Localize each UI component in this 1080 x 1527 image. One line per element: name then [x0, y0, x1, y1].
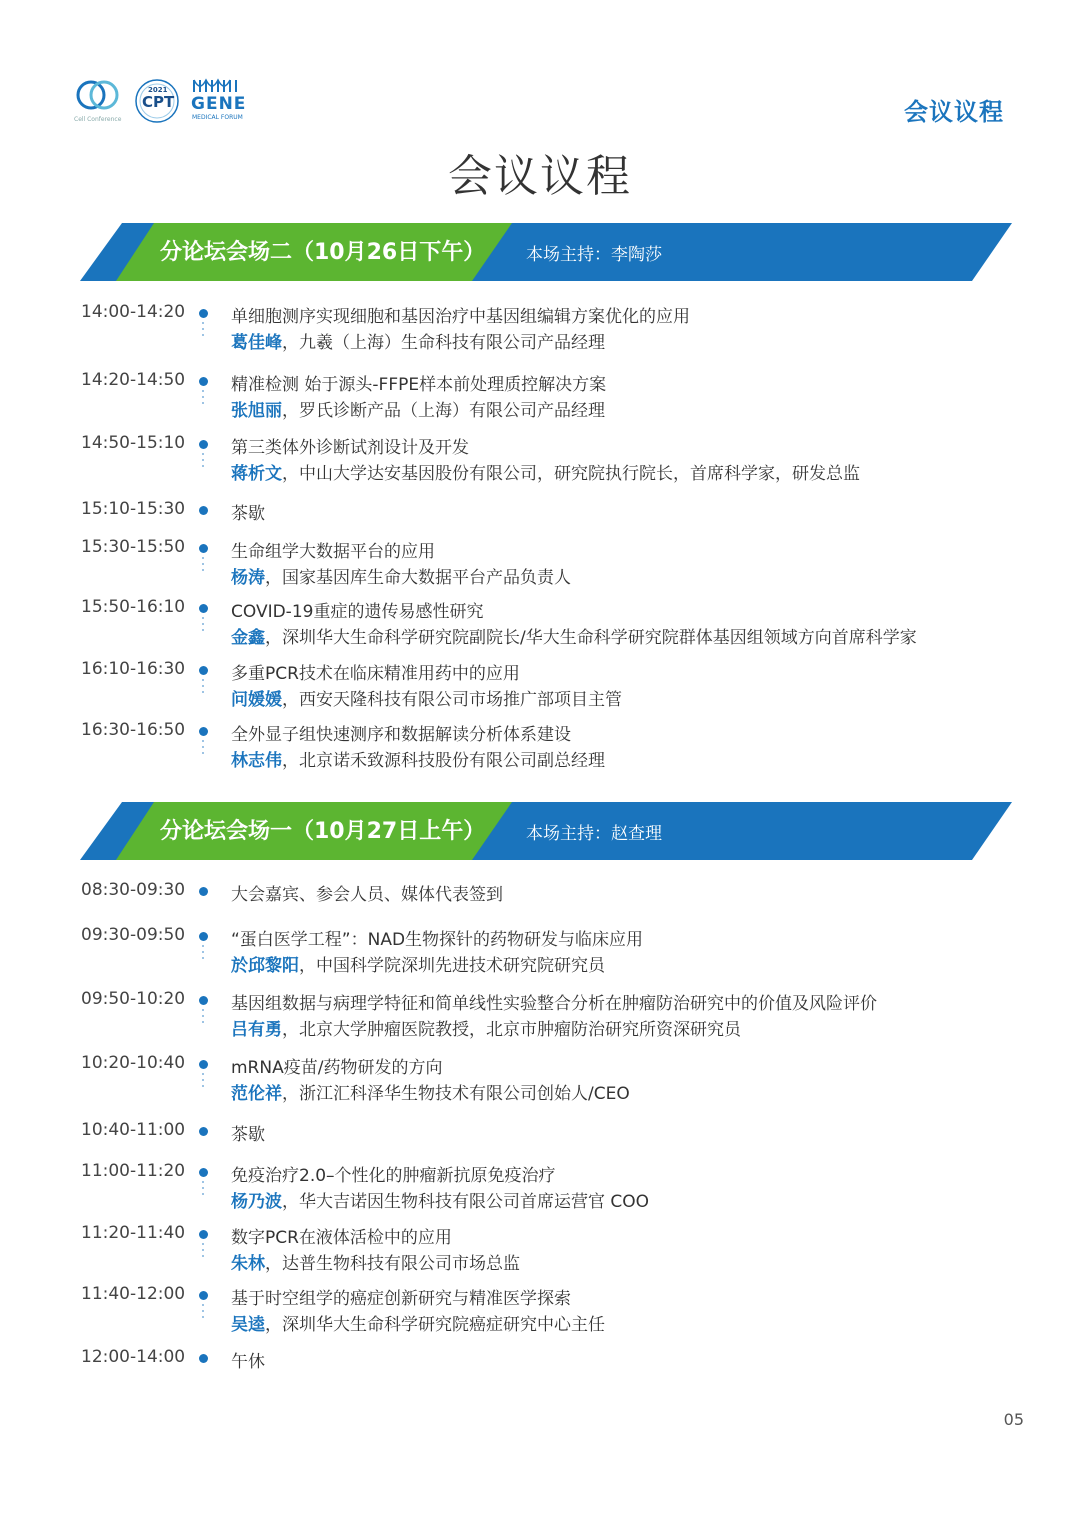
timeline-dots-icon	[202, 1304, 205, 1322]
page-title: 会议议程	[448, 151, 632, 202]
speaker-affiliation: ，九羲（上海）生命科技有限公司产品经理	[282, 333, 605, 353]
timeline-dots-icon	[202, 1181, 205, 1199]
speaker-affiliation: ，华大吉诺因生物科技有限公司首席运营官 COO	[282, 1192, 650, 1212]
speaker-name: 吴逵	[231, 1315, 265, 1335]
agenda-topic: 生命组学大数据平台的应用	[231, 542, 435, 562]
agenda-time: 12:00-14:00	[81, 1347, 186, 1367]
agenda-time: 16:30-16:50	[81, 720, 186, 740]
agenda-speaker	[231, 1249, 520, 1274]
timeline-bullet-icon	[199, 377, 208, 386]
agenda-speaker	[231, 1015, 741, 1040]
speaker-affiliation: ，中山大学达安基因股份有限公司，研究院执行院长，首席科学家，研发总监	[282, 464, 860, 484]
timeline-bullet-icon	[199, 1168, 208, 1177]
agenda-speaker	[231, 1187, 649, 1212]
timeline-bullet-icon	[199, 727, 208, 736]
timeline-dots-icon	[202, 1073, 205, 1091]
agenda-topic: 多重PCR技术在临床精准用药中的应用	[231, 664, 520, 684]
timeline-bullet-icon	[199, 544, 208, 553]
agenda-speaker	[231, 459, 860, 484]
agenda-topic: 免疫治疗2.0–个性化的肿瘤新抗原免疫治疗	[231, 1166, 556, 1186]
session-banner	[80, 223, 1012, 281]
cpt-year: 2021	[148, 86, 168, 94]
session-host: 本场主持：赵查理	[526, 824, 662, 844]
timeline-bullet-icon	[199, 1230, 208, 1239]
timeline-bullet-icon	[199, 1060, 208, 1069]
agenda-topic: 大会嘉宾、参会人员、媒体代表签到	[231, 885, 503, 905]
timeline-bullet-icon	[199, 1127, 208, 1136]
agenda-time: 14:20-14:50	[81, 370, 186, 390]
timeline-dots-icon	[202, 740, 205, 758]
agenda-topic: 全外显子组快速测序和数据解读分析体系建设	[231, 725, 571, 745]
speaker-affiliation: ，国家基因库生命大数据平台产品负责人	[265, 568, 571, 588]
timeline-bullet-icon	[199, 1291, 208, 1300]
agenda-topic: 单细胞测序实现细胞和基因治疗中基因组编辑方案优化的应用	[231, 307, 690, 327]
timeline-dots-icon	[202, 322, 205, 340]
speaker-name: 杨涛	[231, 568, 265, 588]
cell-conference-caption: Cell Conference	[74, 116, 122, 123]
gene-text: GENE	[191, 94, 247, 114]
agenda-time: 10:20-10:40	[81, 1053, 186, 1073]
session-title: 分论坛会场二（10月26日下午）	[160, 240, 486, 265]
agenda-topic: COVID-19重症的遗传易感性研究	[231, 602, 484, 622]
speaker-affiliation: ，罗氏诊断产品（上海）有限公司产品经理	[282, 401, 605, 421]
speaker-name: 张旭丽	[231, 401, 282, 421]
speaker-name: 蒋析文	[231, 464, 282, 484]
agenda-speaker	[231, 563, 571, 588]
agenda-time: 11:00-11:20	[81, 1161, 186, 1181]
speaker-name: 葛佳峰	[231, 333, 282, 353]
agenda-time: 11:40-12:00	[81, 1284, 186, 1304]
agenda-speaker	[231, 746, 605, 771]
speaker-affiliation: ，达普生物科技有限公司市场总监	[265, 1254, 520, 1274]
medical-forum-text: MEDICAL FORUM	[192, 114, 243, 121]
agenda-speaker	[231, 623, 917, 648]
session-banner	[80, 802, 1012, 860]
speaker-name: 朱林	[231, 1254, 265, 1274]
timeline-dots-icon	[202, 617, 205, 635]
speaker-affiliation: ，北京大学肿瘤医院教授，北京市肿瘤防治研究所资深研究员	[282, 1020, 741, 1040]
speaker-name: 於邱黎阳	[231, 956, 299, 976]
agenda-time: 10:40-11:00	[81, 1120, 186, 1140]
agenda-topic: 精准检测 始于源头-FFPE样本前处理质控解决方案	[231, 375, 607, 395]
speaker-affiliation: ，浙江汇科泽华生物技术有限公司创始人/CEO	[282, 1084, 630, 1104]
agenda-topic: 第三类体外诊断试剂设计及开发	[231, 438, 469, 458]
agenda-speaker	[231, 1310, 605, 1335]
agenda-time: 08:30-09:30	[81, 880, 186, 900]
agenda-topic: mRNA疫苗/药物研发的方向	[231, 1058, 443, 1078]
speaker-name: 林志伟	[231, 751, 282, 771]
speaker-name: 范伦祥	[231, 1084, 282, 1104]
timeline-bullet-icon	[199, 506, 208, 515]
speaker-affiliation: ，深圳华大生命科学研究院癌症研究中心主任	[265, 1315, 605, 1335]
cpt-text: CPT	[142, 93, 175, 111]
agenda-time: 16:10-16:30	[81, 659, 186, 679]
speaker-name: 吕有勇	[231, 1020, 282, 1040]
timeline-bullet-icon	[199, 440, 208, 449]
agenda-time: 09:50-10:20	[81, 989, 186, 1009]
speaker-name: 杨乃波	[231, 1192, 282, 1212]
timeline-dots-icon	[202, 679, 205, 697]
agenda-speaker	[231, 396, 605, 421]
timeline-dots-icon	[202, 557, 205, 575]
agenda-time: 14:50-15:10	[81, 433, 186, 453]
speaker-affiliation: ，北京诺禾致源科技股份有限公司副总经理	[282, 751, 605, 771]
agenda-time: 15:50-16:10	[81, 597, 186, 617]
agenda-time: 15:30-15:50	[81, 537, 186, 557]
agenda-topic: 基因组数据与病理学特征和简单线性实验整合分析在肿瘤防治研究中的价值及风险评价	[231, 994, 877, 1014]
page-number: 05	[1003, 1410, 1024, 1429]
timeline-dots-icon	[202, 945, 205, 963]
agenda-topic: 数字PCR在液体活检中的应用	[231, 1228, 452, 1248]
agenda-speaker	[231, 685, 622, 710]
speaker-affiliation: ，深圳华大生命科学研究院副院长/华大生命科学研究院群体基因组领域方向首席科学家	[265, 628, 917, 648]
speaker-name: 问媛媛	[231, 690, 282, 710]
timeline-bullet-icon	[199, 887, 208, 896]
agenda-speaker	[231, 328, 605, 353]
timeline-dots-icon	[202, 1243, 205, 1261]
timeline-bullet-icon	[199, 932, 208, 941]
agenda-topic: 茶歇	[231, 504, 265, 524]
timeline-bullet-icon	[199, 604, 208, 613]
agenda-topic: 午休	[231, 1352, 265, 1372]
session-host: 本场主持：李陶莎	[526, 245, 662, 265]
agenda-topic: 茶歇	[231, 1125, 265, 1145]
agenda-speaker	[231, 1079, 630, 1104]
agenda-time: 14:00-14:20	[81, 302, 186, 322]
timeline-bullet-icon	[199, 666, 208, 675]
speaker-name: 金鑫	[231, 628, 265, 648]
timeline-dots-icon	[202, 453, 205, 471]
timeline-dots-icon	[202, 1009, 205, 1027]
timeline-bullet-icon	[199, 996, 208, 1005]
agenda-topic: 基于时空组学的癌症创新研究与精准医学探索	[231, 1289, 571, 1309]
timeline-dots-icon	[202, 390, 205, 408]
agenda-time: 09:30-09:50	[81, 925, 186, 945]
agenda-time: 15:10-15:30	[81, 499, 186, 519]
session-title: 分论坛会场一（10月27日上午）	[160, 819, 486, 844]
agenda-topic: “蛋白医学工程”：NAD生物探针的药物研发与临床应用	[231, 930, 644, 950]
timeline-bullet-icon	[199, 309, 208, 318]
speaker-affiliation: ，西安天隆科技有限公司市场推广部项目主管	[282, 690, 622, 710]
agenda-speaker	[231, 951, 605, 976]
timeline-bullet-icon	[199, 1354, 208, 1363]
section-label: 会议议程	[904, 98, 1004, 126]
speaker-affiliation: ，中国科学院深圳先进技术研究院研究员	[299, 956, 605, 976]
agenda-time: 11:20-11:40	[81, 1223, 186, 1243]
